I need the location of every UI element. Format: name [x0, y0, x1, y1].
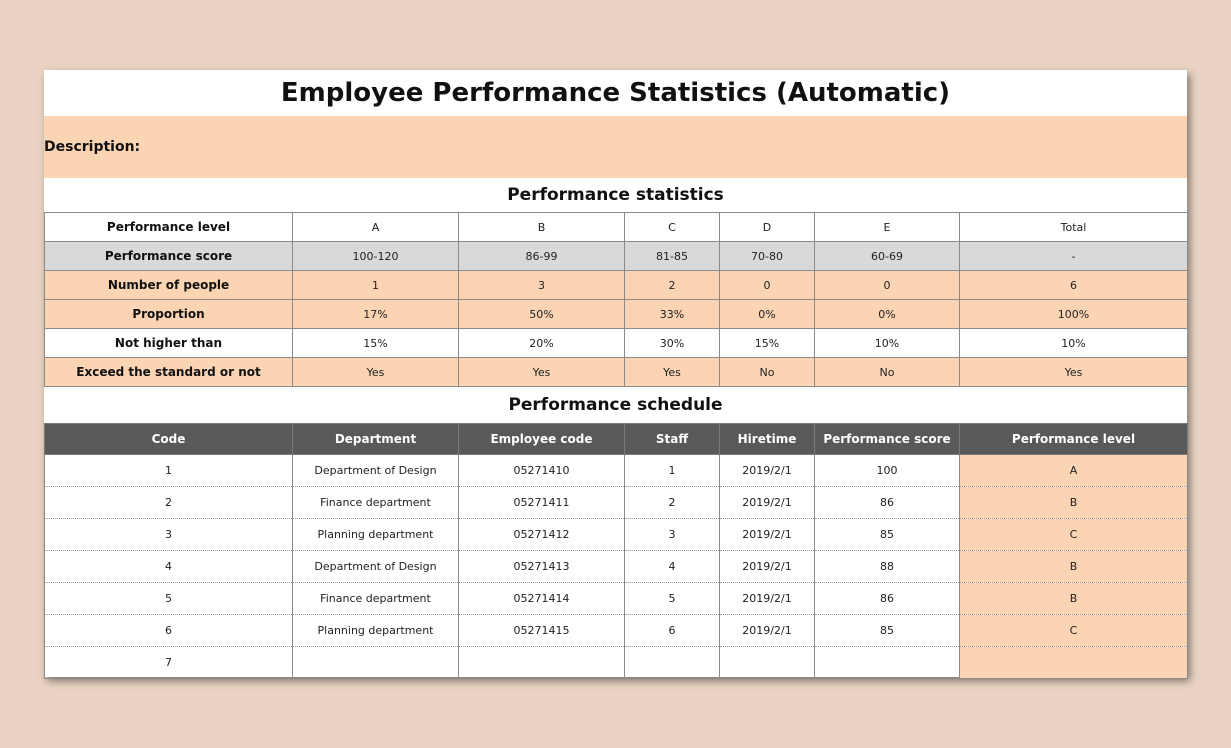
stats-section-title: Performance statistics: [507, 185, 724, 205]
table-cell[interactable]: C: [960, 615, 1188, 647]
table-cell[interactable]: 88: [815, 551, 960, 583]
table-cell[interactable]: 4: [45, 551, 293, 583]
table-cell[interactable]: C: [960, 519, 1188, 551]
stats-row-label[interactable]: Performance level: [45, 213, 293, 242]
stats-cell[interactable]: 15%: [720, 329, 815, 358]
column-header[interactable]: Performance level: [960, 424, 1188, 455]
table-cell[interactable]: 86: [815, 583, 960, 615]
stats-cell[interactable]: 100-120: [293, 242, 459, 271]
stats-cell[interactable]: 30%: [625, 329, 720, 358]
table-cell[interactable]: [625, 647, 720, 679]
stats-row: [45, 358, 1188, 387]
table-cell[interactable]: [960, 647, 1188, 679]
table-cell[interactable]: 1: [45, 455, 293, 487]
schedule-section-title: Performance schedule: [508, 395, 723, 415]
stats-cell[interactable]: 0%: [720, 300, 815, 329]
stats-cell[interactable]: 20%: [459, 329, 625, 358]
stats-cell[interactable]: 33%: [625, 300, 720, 329]
stats-row: [45, 300, 1188, 329]
table-cell[interactable]: [293, 647, 459, 679]
stats-cell[interactable]: 1: [293, 271, 459, 300]
table-cell[interactable]: 6: [625, 615, 720, 647]
stats-cell[interactable]: 2: [625, 271, 720, 300]
stats-cell[interactable]: 0: [720, 271, 815, 300]
stats-cell[interactable]: 50%: [459, 300, 625, 329]
performance-statistics-table: [44, 212, 1188, 387]
stats-cell[interactable]: No: [720, 358, 815, 387]
table-cell[interactable]: 2019/2/1: [720, 615, 815, 647]
column-header[interactable]: Hiretime: [720, 424, 815, 455]
stats-cell[interactable]: 81-85: [625, 242, 720, 271]
table-cell[interactable]: 2: [625, 487, 720, 519]
table-cell[interactable]: [720, 647, 815, 679]
stats-cell[interactable]: -: [960, 242, 1188, 271]
page-title: Employee Performance Statistics (Automatic): [280, 78, 951, 108]
stats-cell[interactable]: 70-80: [720, 242, 815, 271]
table-cell[interactable]: 85: [815, 615, 960, 647]
column-header[interactable]: Staff: [625, 424, 720, 455]
table-cell[interactable]: 3: [45, 519, 293, 551]
table-cell[interactable]: [459, 647, 625, 679]
table-cell[interactable]: [815, 647, 960, 679]
stats-cell[interactable]: Yes: [960, 358, 1188, 387]
table-cell[interactable]: 5: [45, 583, 293, 615]
stats-row-label[interactable]: Performance score: [45, 242, 293, 271]
stats-cell[interactable]: 17%: [293, 300, 459, 329]
table-cell[interactable]: 4: [625, 551, 720, 583]
stats-cell[interactable]: Yes: [625, 358, 720, 387]
table-row: [45, 487, 1188, 519]
table-cell[interactable]: 2019/2/1: [720, 519, 815, 551]
stats-cell[interactable]: Yes: [459, 358, 625, 387]
table-cell[interactable]: B: [960, 583, 1188, 615]
stats-row: [45, 242, 1188, 271]
stats-cell[interactable]: 60-69: [815, 242, 960, 271]
table-cell[interactable]: 1: [625, 455, 720, 487]
table-cell[interactable]: B: [960, 487, 1188, 519]
stats-cell[interactable]: 86-99: [459, 242, 625, 271]
stats-cell[interactable]: 15%: [293, 329, 459, 358]
table-cell[interactable]: Department of Design: [293, 455, 459, 487]
stats-row: [45, 213, 1188, 242]
column-header[interactable]: Code: [45, 424, 293, 455]
table-cell[interactable]: 2019/2/1: [720, 455, 815, 487]
stats-cell[interactable]: 100%: [960, 300, 1188, 329]
spreadsheet-sheet: [44, 70, 1187, 677]
stats-row: [45, 271, 1188, 300]
stats-cell[interactable]: No: [815, 358, 960, 387]
stats-cell[interactable]: B: [459, 213, 625, 242]
table-row: [45, 551, 1188, 583]
stats-cell[interactable]: A: [293, 213, 459, 242]
table-cell[interactable]: 05271411: [459, 487, 625, 519]
table-row: [45, 455, 1188, 487]
stats-row-label[interactable]: Exceed the standard or not: [45, 358, 293, 387]
table-cell[interactable]: 2019/2/1: [720, 487, 815, 519]
table-cell[interactable]: 05271415: [459, 615, 625, 647]
stats-row-label[interactable]: Not higher than: [45, 329, 293, 358]
table-cell[interactable]: 5: [625, 583, 720, 615]
stats-cell[interactable]: 10%: [960, 329, 1188, 358]
table-cell[interactable]: 86: [815, 487, 960, 519]
stats-cell[interactable]: 3: [459, 271, 625, 300]
stats-cell[interactable]: 0%: [815, 300, 960, 329]
stats-row-label[interactable]: Proportion: [45, 300, 293, 329]
table-cell[interactable]: 05271413: [459, 551, 625, 583]
table-cell[interactable]: 2019/2/1: [720, 583, 815, 615]
table-row: [45, 519, 1188, 551]
schedule-header-row: [45, 424, 1188, 455]
column-header[interactable]: Employee code: [459, 424, 625, 455]
table-cell[interactable]: 2019/2/1: [720, 551, 815, 583]
table-cell[interactable]: 3: [625, 519, 720, 551]
table-cell[interactable]: 2: [45, 487, 293, 519]
table-cell[interactable]: A: [960, 455, 1188, 487]
stats-cell[interactable]: 10%: [815, 329, 960, 358]
table-row: [45, 647, 1188, 679]
stats-cell[interactable]: 6: [960, 271, 1188, 300]
column-header[interactable]: Performance score: [815, 424, 960, 455]
table-cell[interactable]: 6: [45, 615, 293, 647]
table-cell[interactable]: 05271410: [459, 455, 625, 487]
description-label: Description:: [44, 139, 141, 155]
table-cell[interactable]: Department of Design: [293, 551, 459, 583]
stats-cell[interactable]: E: [815, 213, 960, 242]
table-cell[interactable]: Finance department: [293, 583, 459, 615]
stats-cell[interactable]: Yes: [293, 358, 459, 387]
performance-schedule-table: [44, 423, 1188, 679]
table-cell[interactable]: 7: [45, 647, 293, 679]
stats-cell[interactable]: Total: [960, 213, 1188, 242]
stats-cell[interactable]: C: [625, 213, 720, 242]
stats-row: [45, 329, 1188, 358]
table-cell[interactable]: B: [960, 551, 1188, 583]
table-cell[interactable]: Planning department: [293, 615, 459, 647]
stats-cell[interactable]: D: [720, 213, 815, 242]
table-cell[interactable]: 05271412: [459, 519, 625, 551]
table-cell[interactable]: Planning department: [293, 519, 459, 551]
table-row: [45, 615, 1188, 647]
table-cell[interactable]: 85: [815, 519, 960, 551]
table-cell[interactable]: 100: [815, 455, 960, 487]
stats-cell[interactable]: 0: [815, 271, 960, 300]
description-row[interactable]: [44, 116, 1187, 178]
table-cell[interactable]: 05271414: [459, 583, 625, 615]
table-row: [45, 583, 1188, 615]
table-cell[interactable]: Finance department: [293, 487, 459, 519]
stats-row-label[interactable]: Number of people: [45, 271, 293, 300]
column-header[interactable]: Department: [293, 424, 459, 455]
